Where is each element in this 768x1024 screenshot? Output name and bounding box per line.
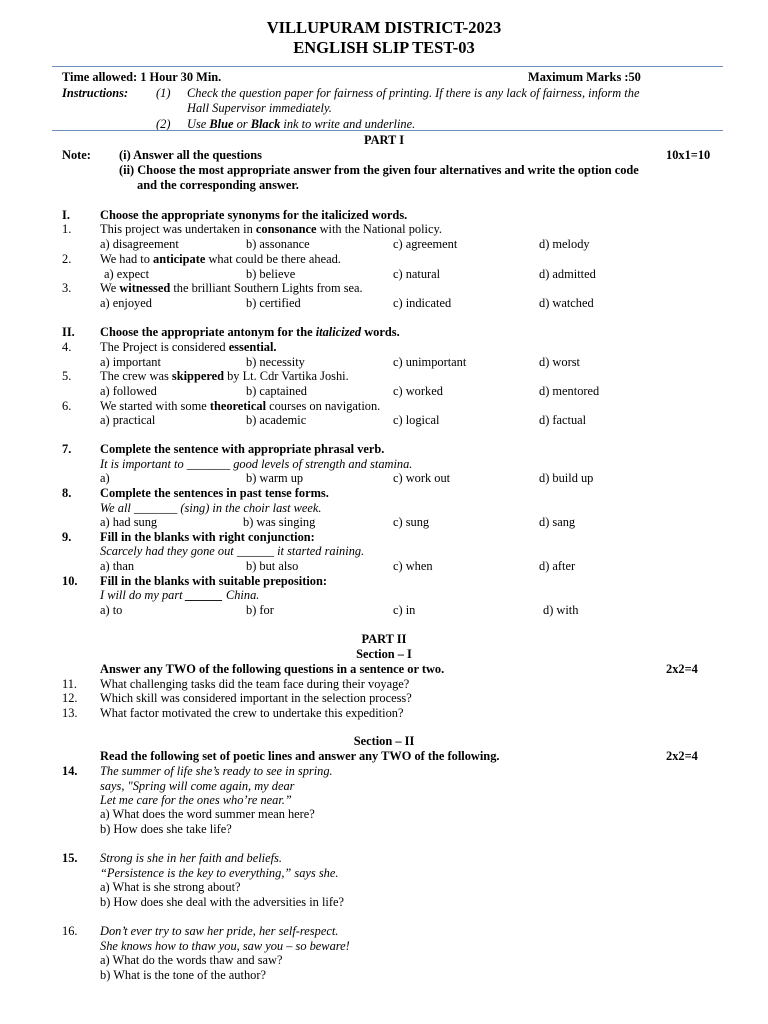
q14-number: 14. <box>62 764 78 778</box>
q4-option-c: c) unimportant <box>393 355 467 369</box>
q3-text: We witnessed the brilliant Southern Lights from sea. <box>100 281 363 295</box>
q1-option-d: d) melody <box>539 237 590 251</box>
q4-option-d: d) worst <box>539 355 580 369</box>
q6-option-c: c) logical <box>393 413 440 427</box>
header-divider <box>52 66 723 67</box>
q16-sub-b: b) What is the tone of the author? <box>100 968 266 982</box>
q2-option-b: b) believe <box>246 267 296 281</box>
section-2-instruction: Read the following set of poetic lines and answer any TWO of the following. <box>100 749 500 763</box>
q5-option-b: b) captained <box>246 384 307 398</box>
q9-option-d: d) after <box>539 559 576 573</box>
q8-option-a: a) had sung <box>100 515 158 529</box>
q15-poem-line-2: “Persistence is the key to everything,” says she. <box>100 866 339 880</box>
q15-poem-line-1: Strong is she in her faith and beliefs. <box>100 851 282 865</box>
q8-option-c: c) sung <box>393 515 430 529</box>
q10-option-a: a) to <box>100 603 123 617</box>
section-2-marks: 2x2=4 <box>666 749 698 763</box>
note-2: (ii) Choose the most appropriate answer from the given four alternatives and write the option code <box>119 163 639 177</box>
instruction-2-number: (2) <box>156 117 171 131</box>
q8-option-d: d) sang <box>539 515 576 529</box>
q5-option-c: c) worked <box>393 384 443 398</box>
q4-number: 4. <box>62 340 72 354</box>
q11-text: What challenging tasks did the team face during their voyage? <box>100 677 410 691</box>
q2-option-a: a) expect <box>104 267 150 281</box>
q4-option-a: a) important <box>100 355 161 369</box>
q16-sub-a: a) What do the words thaw and saw? <box>100 953 283 967</box>
q9-option-b: b) but also <box>246 559 299 573</box>
q16-poem-line-1: Don’t ever try to saw her pride, her self-respect. <box>100 924 339 938</box>
q9-option-c: c) when <box>393 559 433 573</box>
instruction-1-text-cont: Hall Supervisor immediately. <box>187 101 332 115</box>
section-2-title: Choose the appropriate antonym for the italicized words. <box>100 325 400 339</box>
q16-poem-line-2: She knows how to thaw you, saw you – so beware! <box>100 939 350 953</box>
q10-option-b: b) for <box>246 603 274 617</box>
exam-district-title: VILLUPURAM DISTRICT-2023 <box>266 18 502 37</box>
section-1-marks: 2x2=4 <box>666 662 698 676</box>
part-2-title: PART II <box>361 632 407 646</box>
q7-option-b: b) warm up <box>246 471 304 485</box>
part-1-marks: 10x1=10 <box>666 148 711 162</box>
q10-sentence: I will do my part ______ China. <box>100 588 260 602</box>
q14-sub-b: b) How does she take life? <box>100 822 232 836</box>
q7-option-a: a) <box>100 471 110 485</box>
q2-option-d: d) admitted <box>539 267 596 281</box>
q10-title: Fill in the blanks with suitable preposition: <box>100 574 327 588</box>
instructions-label: Instructions: <box>62 86 129 100</box>
q3-option-c: c) indicated <box>393 296 452 310</box>
note-2-cont: and the corresponding answer. <box>137 178 299 192</box>
section-1-instruction: Answer any TWO of the following questions in a sentence or two. <box>100 662 445 676</box>
section-2-number: II. <box>62 325 75 339</box>
q12-text: Which skill was considered important in the selection process? <box>100 691 412 705</box>
q9-sentence: Scarcely had they gone out ______ it started raining. <box>100 544 365 558</box>
q9-number: 9. <box>62 530 72 544</box>
q9-option-a: a) than <box>100 559 135 573</box>
q8-option-b: b) was singing <box>243 515 316 529</box>
q6-option-d: d) factual <box>539 413 587 427</box>
q12-number: 12. <box>62 691 78 705</box>
exam-test-title: ENGLISH SLIP TEST-03 <box>293 38 475 57</box>
q5-option-a: a) followed <box>100 384 157 398</box>
q6-text: We started with some theoretical courses on navigation. <box>100 399 381 413</box>
q10-option-d: d) with <box>543 603 579 617</box>
instructions-divider <box>52 130 723 131</box>
q5-option-d: d) mentored <box>539 384 600 398</box>
q6-option-a: a) practical <box>100 413 156 427</box>
q8-title: Complete the sentences in past tense forms. <box>100 486 329 500</box>
q1-text: This project was undertaken in consonance with the National policy. <box>100 222 442 236</box>
q4-option-b: b) necessity <box>246 355 305 369</box>
q15-sub-a: a) What is she strong about? <box>100 880 241 894</box>
q2-option-c: c) natural <box>393 267 441 281</box>
part-1-title: PART I <box>363 133 405 147</box>
q1-option-c: c) agreement <box>393 237 458 251</box>
q11-number: 11. <box>62 677 78 691</box>
q1-option-b: b) assonance <box>246 237 310 251</box>
q6-option-b: b) academic <box>246 413 307 427</box>
q7-option-d: d) build up <box>539 471 594 485</box>
section-1-number: I. <box>62 208 70 222</box>
q8-number: 8. <box>62 486 72 500</box>
q4-text: The Project is considered essential. <box>100 340 277 354</box>
q5-text: The crew was skippered by Lt. Cdr Vartika Joshi. <box>100 369 349 383</box>
note-1: (i) Answer all the questions <box>119 148 262 162</box>
q14-poem-line-1: The summer of life she’s ready to see in spring. <box>100 764 333 778</box>
q7-sentence: It is important to _______ good levels of strength and stamina. <box>100 457 413 471</box>
part-2-section-1-title: Section – I <box>356 647 412 661</box>
q14-poem-line-2: says, "Spring will come again, my dear <box>100 779 295 793</box>
q3-option-d: d) watched <box>539 296 594 310</box>
q14-poem-line-3: Let me care for the ones who’re near.” <box>100 793 292 807</box>
q8-sentence: We all _______ (sing) in the choir last week. <box>100 501 322 515</box>
note-label: Note: <box>62 148 91 162</box>
q2-text: We had to anticipate what could be there ahead. <box>100 252 341 266</box>
q14-sub-a: a) What does the word summer mean here? <box>100 807 315 821</box>
instruction-1-number: (1) <box>156 86 171 100</box>
part-2-section-2-title: Section – II <box>353 734 415 748</box>
q16-number: 16. <box>62 924 78 938</box>
q9-title: Fill in the blanks with right conjunction: <box>100 530 315 544</box>
q2-number: 2. <box>62 252 72 266</box>
q10-option-c: c) in <box>393 603 416 617</box>
q6-number: 6. <box>62 399 72 413</box>
q7-option-c: c) work out <box>393 471 451 485</box>
q1-number: 1. <box>62 222 72 236</box>
section-1-title: Choose the appropriate synonyms for the italicized words. <box>100 208 408 222</box>
maximum-marks: Maximum Marks :50 <box>528 70 641 84</box>
instruction-1-text: Check the question paper for fairness of printing. If there is any lack of fairness, inform the <box>187 86 640 100</box>
q1-option-a: a) disagreement <box>100 237 179 251</box>
q7-title: Complete the sentence with appropriate phrasal verb. <box>100 442 385 456</box>
q15-number: 15. <box>62 851 78 865</box>
q15-sub-b: b) How does she deal with the adversities in life? <box>100 895 344 909</box>
q7-number: 7. <box>62 442 72 456</box>
q3-option-b: b) certified <box>246 296 301 310</box>
q3-number: 3. <box>62 281 72 295</box>
instruction-2-text: Use Blue or Black ink to write and underline. <box>187 117 416 131</box>
q5-number: 5. <box>62 369 72 383</box>
q13-text: What factor motivated the crew to undertake this expedition? <box>100 706 404 720</box>
q3-option-a: a) enjoyed <box>100 296 152 310</box>
q10-number: 10. <box>62 574 78 588</box>
time-allowed: Time allowed: 1 Hour 30 Min. <box>62 70 222 84</box>
q13-number: 13. <box>62 706 78 720</box>
